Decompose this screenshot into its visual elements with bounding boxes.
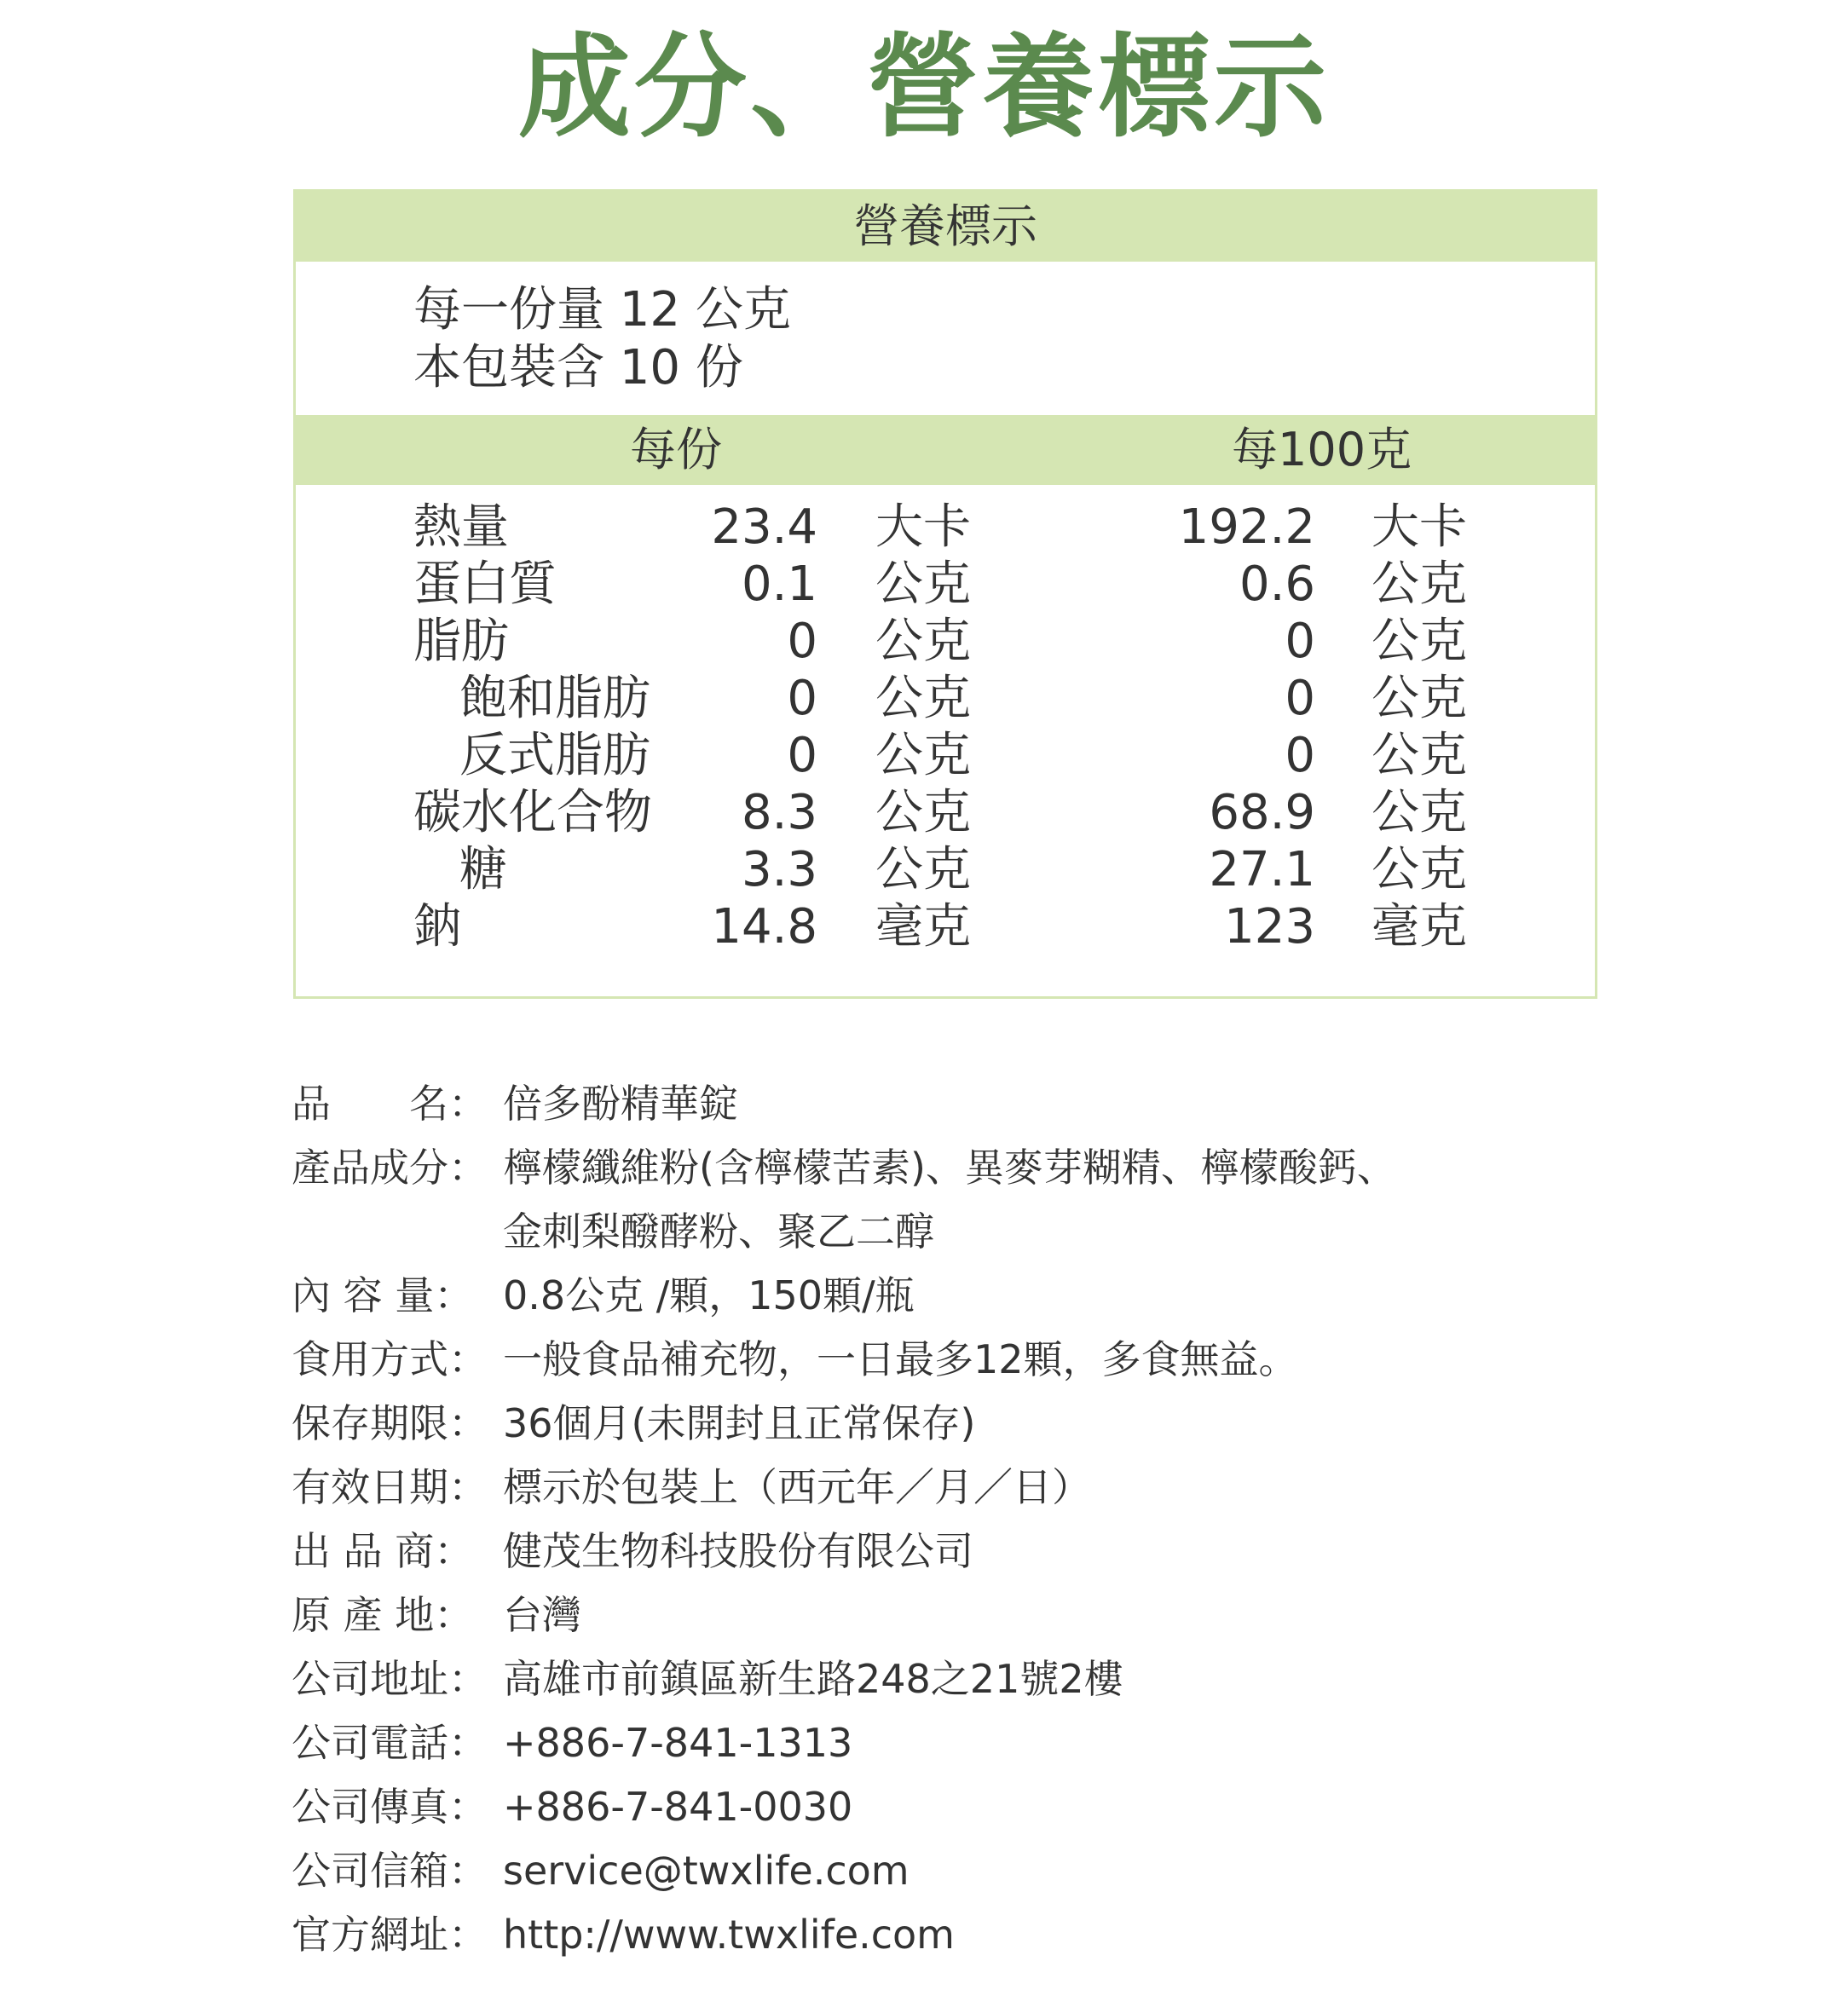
nutrient-list [296, 499, 1595, 955]
nutrient-name: 反式脂肪 [459, 728, 650, 783]
info-row-shelf-life [292, 1392, 1826, 1456]
unit-per-serving: 大卡 [875, 499, 971, 555]
nutrient-row-fat [296, 613, 1595, 670]
nutrition-header: 營養標示 [296, 192, 1595, 262]
nutrient-name: 鈉 [413, 899, 461, 955]
unit-per-serving: 公克 [875, 614, 971, 669]
info-row-phone [292, 1711, 1826, 1775]
column-header-bar [296, 415, 1595, 485]
info-label: 品 名： [292, 1081, 488, 1127]
unit-per-100g: 大卡 [1372, 499, 1467, 555]
nutrient-name: 蛋白質 [413, 557, 557, 612]
info-value: 台灣 [503, 1592, 581, 1638]
info-value: 倍多酚精華錠 [503, 1081, 738, 1127]
value-per-serving: 14.8 [711, 899, 817, 955]
value-per-100g: 27.1 [1209, 842, 1315, 897]
value-per-serving: 0 [787, 671, 817, 726]
info-label: 公司傳真： [292, 1784, 488, 1830]
value-per-100g: 123 [1224, 899, 1315, 955]
info-row-ingredients [292, 1136, 1826, 1200]
unit-per-100g: 公克 [1372, 614, 1467, 669]
value-per-100g: 0.6 [1239, 557, 1315, 612]
info-label: 食用方式： [292, 1336, 488, 1382]
nutrient-name: 碳水化合物 [413, 785, 652, 840]
value-per-100g: 0 [1285, 614, 1315, 669]
value-per-serving: 3.3 [741, 842, 817, 897]
value-per-serving: 0 [787, 614, 817, 669]
info-row-email [292, 1839, 1826, 1903]
info-value: 健茂生物科技股份有限公司 [503, 1528, 973, 1574]
nutrient-row-trans-fat [296, 727, 1595, 784]
info-value: 檸檬纖維粉(含檸檬苦素)、異麥芽糊精、檸檬酸鈣、 [503, 1145, 1396, 1191]
info-value: 36個月(未開封且正常保存) [503, 1400, 976, 1446]
value-per-100g: 192.2 [1178, 499, 1315, 555]
column-per-100g: 每100克 [1232, 423, 1412, 476]
unit-per-serving: 公克 [875, 785, 971, 840]
unit-per-100g: 毫克 [1372, 899, 1467, 955]
info-row-manufacturer [292, 1520, 1826, 1583]
servings-per-package: 本包裝含 10 份 [413, 340, 743, 395]
info-value: http://www.twxlife.com [503, 1912, 955, 1958]
nutrient-row-sugar [296, 841, 1595, 898]
value-per-serving: 0 [787, 728, 817, 783]
info-row-usage [292, 1328, 1826, 1392]
nutrient-row-sodium [296, 898, 1595, 955]
serving-size: 每一份量 12 公克 [413, 282, 791, 337]
value-per-100g: 68.9 [1209, 785, 1315, 840]
unit-per-100g: 公克 [1372, 728, 1467, 783]
info-value: 一般食品補充物，一日最多12顆，多食無益。 [503, 1336, 1298, 1382]
info-value: +886-7-841-1313 [503, 1720, 853, 1766]
info-row-product-name [292, 1072, 1826, 1136]
info-label: 公司地址： [292, 1656, 488, 1702]
info-row-expiry [292, 1456, 1826, 1520]
nutrient-name: 糖 [459, 842, 507, 897]
info-label: 保存期限： [292, 1400, 488, 1446]
info-row-content [292, 1264, 1826, 1328]
unit-per-100g: 公克 [1372, 785, 1467, 840]
unit-per-serving: 公克 [875, 671, 971, 726]
serving-info [413, 281, 791, 397]
product-info-list [292, 1072, 1826, 1967]
unit-per-100g: 公克 [1372, 671, 1467, 726]
info-label: 官方網址： [292, 1912, 488, 1958]
value-per-serving: 8.3 [741, 785, 817, 840]
unit-per-serving: 公克 [875, 728, 971, 783]
nutrition-facts-panel [293, 189, 1597, 999]
value-per-serving: 23.4 [711, 499, 817, 555]
info-row-origin [292, 1583, 1826, 1647]
info-row-address [292, 1647, 1826, 1711]
info-value: 高雄市前鎮區新生路248之21號2樓 [503, 1656, 1123, 1702]
value-per-serving: 0.1 [741, 557, 817, 612]
info-row-website [292, 1903, 1826, 1967]
info-value: +886-7-841-0030 [503, 1784, 853, 1830]
value-per-100g: 0 [1285, 728, 1315, 783]
page-title: 成分、營養標示 [518, 22, 1330, 153]
info-value: 標示於包裝上（西元年／月／日） [503, 1464, 1091, 1510]
nutrient-name: 熱量 [413, 499, 509, 555]
info-label: 公司信箱： [292, 1848, 488, 1894]
info-value: service@twxlife.com [503, 1848, 910, 1894]
info-label: 公司電話： [292, 1720, 488, 1766]
info-label: 內 容 量： [292, 1272, 474, 1318]
info-label: 原 產 地： [292, 1592, 474, 1638]
info-label: 產品成分： [292, 1145, 488, 1191]
nutrient-name: 脂肪 [413, 614, 509, 669]
unit-per-serving: 公克 [875, 842, 971, 897]
unit-per-serving: 公克 [875, 557, 971, 612]
unit-per-serving: 毫克 [875, 899, 971, 955]
info-label: 出 品 商： [292, 1528, 474, 1574]
nutrient-row-energy [296, 499, 1595, 556]
info-row-ingredients-cont [292, 1200, 1826, 1264]
nutrient-row-saturated-fat [296, 670, 1595, 727]
nutrient-row-protein [296, 556, 1595, 613]
info-row-fax [292, 1775, 1826, 1839]
info-value: 0.8公克 /顆，150顆/瓶 [503, 1272, 915, 1318]
unit-per-100g: 公克 [1372, 842, 1467, 897]
info-value: 金刺梨醱酵粉、聚乙二醇 [503, 1208, 934, 1255]
column-per-serving: 每份 [630, 423, 722, 476]
unit-per-100g: 公克 [1372, 557, 1467, 612]
nutrient-row-carbohydrate [296, 784, 1595, 841]
info-label: 有效日期： [292, 1464, 488, 1510]
nutrient-name: 飽和脂肪 [459, 671, 650, 726]
value-per-100g: 0 [1285, 671, 1315, 726]
